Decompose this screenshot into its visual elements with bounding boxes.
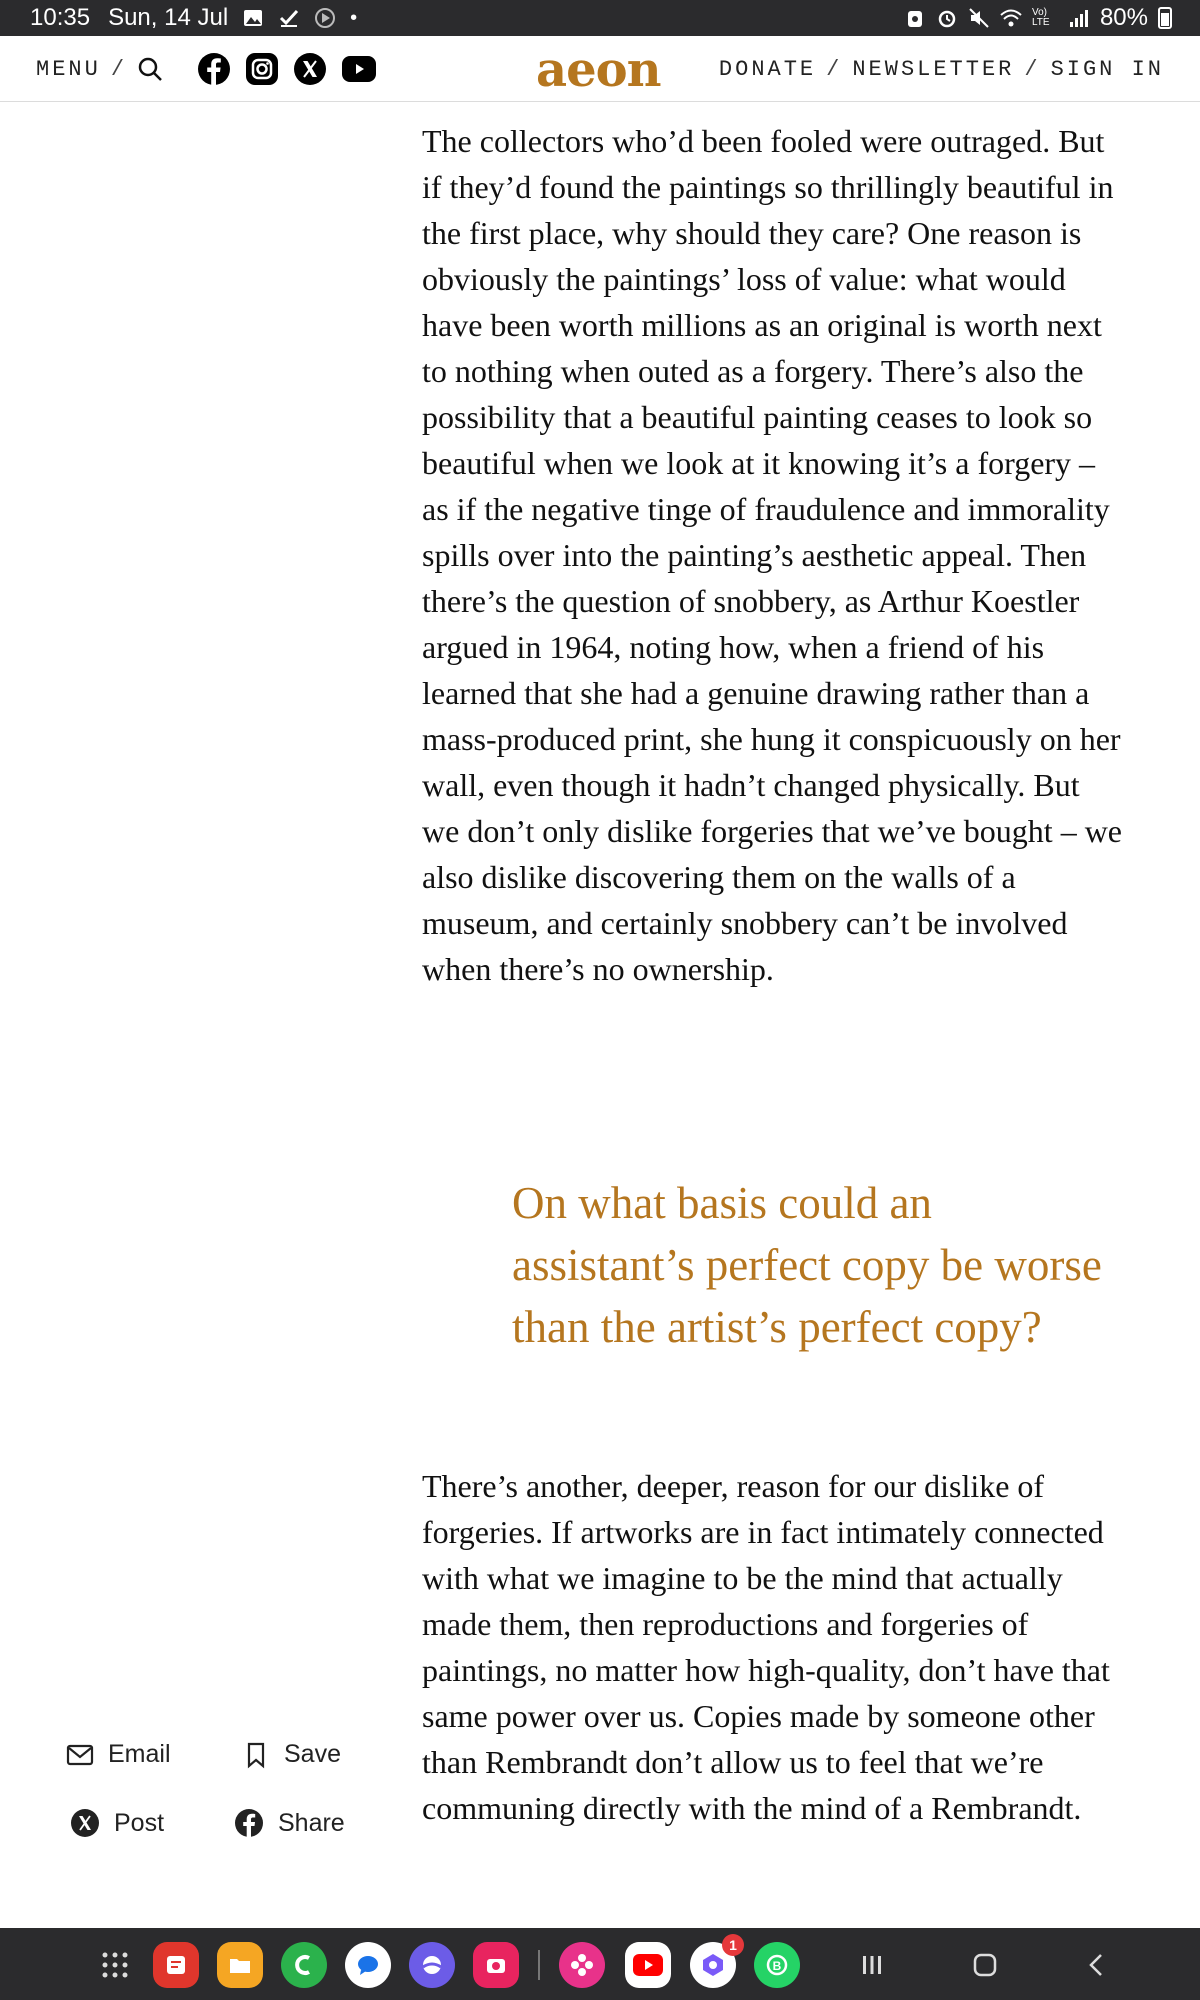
aeon-logo[interactable]: aeon [536,42,661,98]
files-app-icon[interactable] [217,1942,263,1988]
donate-link[interactable]: DONATE [718,56,817,82]
gallery-notification-icon [242,7,264,29]
signal-icon [1068,7,1090,29]
menu-button[interactable]: MENU [36,56,101,82]
app-drawer-icon[interactable] [100,1950,130,1980]
instagram-icon[interactable] [246,53,278,85]
network-label: Vo) LTE [1031,7,1050,28]
gallery-app-icon[interactable] [559,1942,605,1988]
whatsapp-business-app-icon[interactable] [754,1942,800,1988]
notes-app-icon[interactable] [153,1942,199,1988]
status-time: 10:35 [30,4,91,31]
more-notifications-icon: • [350,6,358,29]
search-icon[interactable] [137,56,163,82]
recent-apps-button[interactable] [855,1948,889,1982]
facebook-icon [234,1808,264,1838]
lock-status-icon [904,7,926,29]
svg-text:B: B [772,1959,782,1973]
save-label: Save [284,1740,341,1768]
check-notification-icon [278,7,300,29]
alarm-icon [936,7,958,29]
bookmark-icon [242,1741,270,1769]
article-paragraph: The collectors who’d been fooled were outraged. But if they’d found the paintings so thrillingly beautiful in the first place, why should they care? One reason is obviously the paintings’ loss of value: what would have been worth millions as an original is worth next to nothing when outed as a forgery. There’s also the possibility that a beautiful painting ceases to look so beautiful when we look at it knowing it’s a forgery – as if the negative tinge of fraudulence and immorality spills over into the painting’s aesthetic appeal. Then there’s the question of snobbery, as Arthur Koestler argued in 1964, noting how, when a friend of his learned that she had a genuine drawing rather than a mass-produced print, she hung it conspicuously on her wall, even though it hadn’t changed physically. But we don’t only dislike forgeries that we’ve bought – we also dislike discovering them on the walls of a museum, and certainly snobbery can’t be involved when there’s no ownership. [422,123,1122,987]
post-share-button[interactable] [70,1808,164,1838]
mail-icon [66,1741,94,1769]
camera-app-icon[interactable] [473,1942,519,1988]
status-date: Sun, 14 Jul [108,4,229,31]
messages-app-icon[interactable] [345,1942,391,1988]
separator: / [826,56,843,82]
share-label: Share [278,1808,345,1837]
mute-icon [968,7,990,29]
dock-separator [538,1950,540,1980]
pull-quote: On what basis could an assistant’s perfect copy be worse than the artist’s perfect copy? [512,1178,1102,1352]
social-links [198,53,376,85]
facebook-icon[interactable] [198,53,230,85]
play-notification-icon [314,7,336,29]
assistant-app-icon[interactable] [690,1937,737,1988]
youtube-app-icon[interactable] [625,1942,671,1988]
separator: / [1024,56,1041,82]
battery-percent: 80% [1099,4,1148,31]
post-label: Post [114,1808,165,1837]
email-share-button[interactable] [66,1740,171,1769]
system-nav-bar [0,1928,1200,2000]
back-button[interactable] [1080,1948,1114,1982]
x-icon [70,1808,100,1838]
x-icon[interactable] [294,53,326,85]
site-header [0,36,1200,102]
save-button[interactable] [242,1740,341,1769]
wifi-icon [1000,7,1022,29]
article-paragraph: There’s another, deeper, reason for our dislike of forgeries. If artworks are in fact intimately connected with what we imagine to be the mind that actually made them, then reproductions and forgeries of paintings, no matter how high-quality, don’t have that same power over us. Copies made by someone other than Rembrandt don’t allow us to feel that we’re communing directly with the mind of a Rembrandt. [422,1468,1110,1826]
browser-app-icon[interactable] [409,1942,455,1988]
battery-icon [1158,7,1172,29]
status-bar [0,0,1200,36]
newsletter-link[interactable]: NEWSLETTER [852,56,1015,82]
notification-badge: 1 [722,1934,744,1956]
article-body [422,118,1122,992]
home-button[interactable] [968,1948,1002,1982]
phone-app-icon[interactable] [281,1942,327,1988]
email-label: Email [108,1740,171,1768]
menu-separator: / [110,56,128,82]
youtube-icon[interactable] [342,56,376,82]
facebook-share-button[interactable] [234,1808,345,1838]
sign-in-link[interactable]: SIGN IN [1050,56,1164,82]
